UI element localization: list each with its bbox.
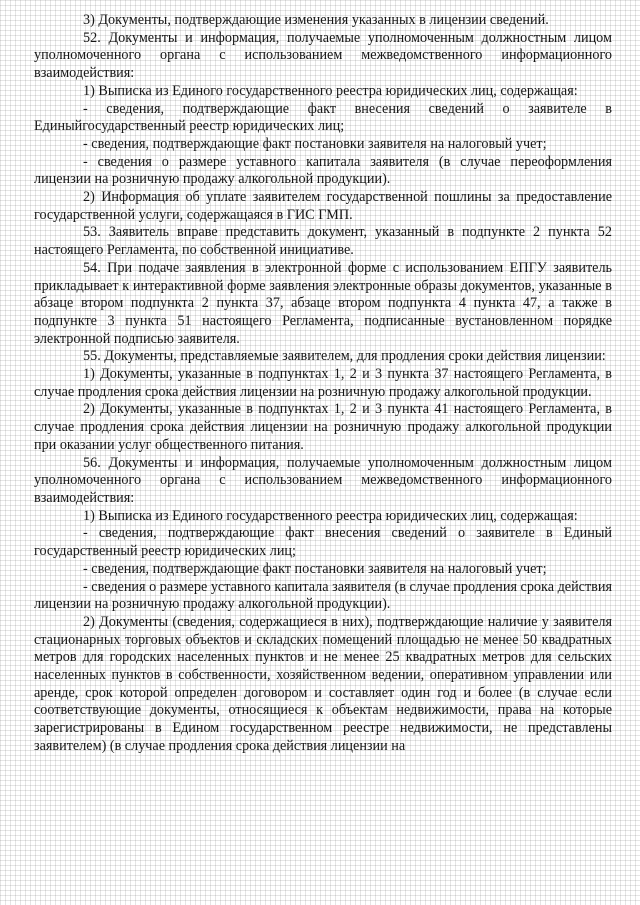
paragraph: 2) Документы, указанные в подпунктах 1, 2 и 3 пункта 41 настоящего Регламента, в случае продления срока действия лицензии на розничную продажу алкогольной продукции при оказании услуг общественного питания. — [34, 401, 612, 453]
paragraph: 3) Документы, подтверждающие изменения указанных в лицензии сведений. — [83, 12, 549, 28]
list-item: - сведения о размере уставного капитала заявителя (в случае продления срока действия лицензии на розничную продажу алкогольной продукции). — [34, 578, 612, 613]
paragraph: 52. Документы и информация, получаемые уполномоченным должностным лицом уполномоченного органа с использованием межведомственного информационного взаимодействия: — [34, 29, 612, 82]
paragraph: 55. Документы, представляемые заявителем, для продления сроки действия лицензии: — [83, 348, 606, 365]
paragraph: 53. Заявитель вправе представить документ, указанный в подпункте 2 пункта 52 настоящего Регламента, по собственной инициативе. — [34, 224, 612, 259]
list-item: - сведения, подтверждающие факт постановки заявителя на налоговый учет; — [83, 135, 547, 152]
list-item: - сведения о размере уставного капитала заявителя (в случае переоформления лицензии на розничную продажу алкогольной продукции). — [34, 153, 612, 188]
paragraph: 1) Выписка из Единого государственного реестра юридических лиц, содержащая: — [83, 507, 578, 524]
document-body — [34, 12, 612, 756]
paragraph: 2) Информация об уплате заявителем государственной пошлины за предоставление государственной услуги, содержащаяся в ГИС ГМП. — [34, 189, 612, 223]
paragraph: 56. Документы и информация, получаемые уполномоченным должностным лицом уполномоченного органа с использованием межведомственного информационного взаимодействия: — [34, 454, 612, 506]
list-item: - сведения, подтверждающие факт внесения сведений о заявителе в Единый государственный реестр юридических лиц; — [34, 525, 612, 560]
list-item: - сведения, подтверждающие факт внесения сведений о заявителе в Единыйгосударственный реестр юридических лиц; — [34, 100, 612, 135]
paragraph: 1) Выписка из Единого государственного реестра юридических лиц, содержащая: — [83, 82, 578, 99]
paragraph: 2) Документы (сведения, содержащиеся в них), подтверждающие наличие у заявителя стационарных торговых объектов и складских помещений площадью не менее 50 квадратных метров для городских населенных пунктов и не менее 25 квадратных метров для сельских населенных пунктов в собственности, хозяйственном ведении, оперативном управлении или аренде, срок которой определен договором и составляет один год и более (в случае если соответствующие документы, относящиеся к объектам недвижимости, права на которые зарегистрированы в Едином государственном реестре недвижимости, не представлены заявителем) (в случае продления срока действия лицензии на — [34, 613, 612, 754]
list-item: - сведения, подтверждающие факт постановки заявителя на налоговый учет; — [83, 560, 547, 577]
paragraph: 1) Документы, указанные в подпунктах 1, 2 и 3 пункта 37 настоящего Регламента, в случае продления срока действия лицензии на розничную продажу алкогольной продукции. — [34, 366, 612, 400]
paragraph: 54. При подаче заявления в электронной форме с использованием ЕПГУ заявитель прикладывает к интерактивной форме заявления электронные образы документов, указанные в абзаце втором подпункта 2 пункта 37, абзаце втором подпункта 4 пункта 47, а также в подпункте 3 пункта 51 настоящего Регламента, подписанные вустановленном порядке электронной подписью заявителя. — [34, 259, 612, 347]
